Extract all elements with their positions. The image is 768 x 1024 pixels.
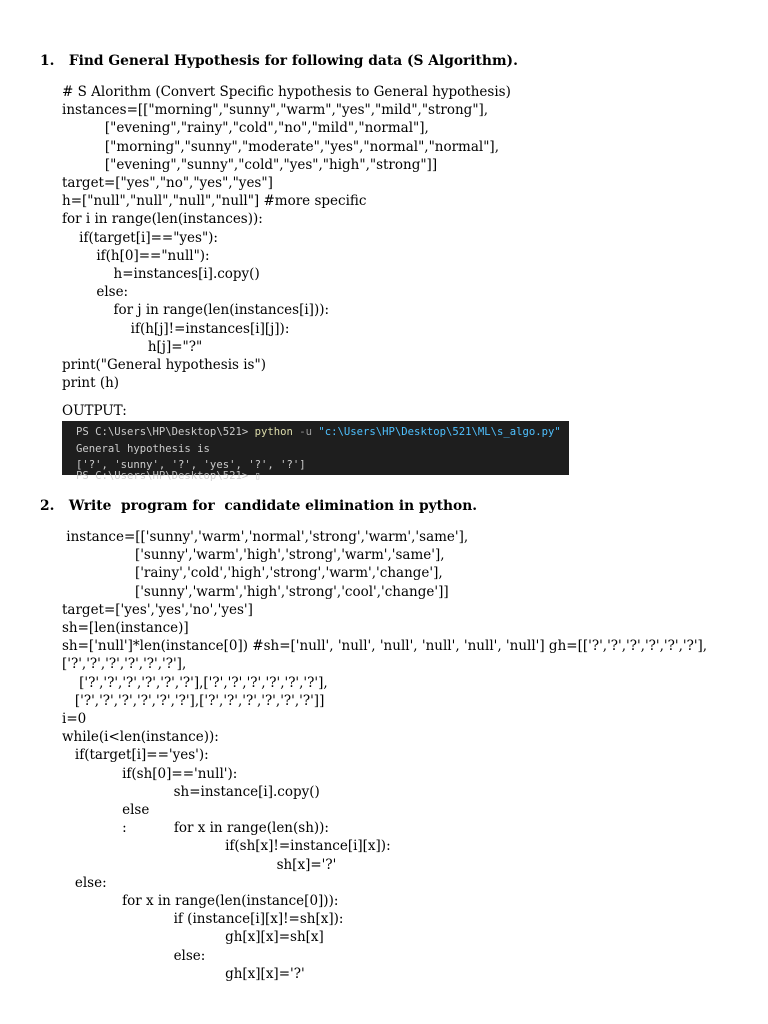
code-line: : for x in range(len(sh)): [62,820,329,837]
code-line: target=["yes","no","yes","yes"] [62,175,273,192]
code-line: while(i<len(instance)): [62,729,219,746]
code-line: i=0 [62,711,87,728]
code-line: h[j]="?" [62,338,203,355]
code-line: h=instances[i].copy() [62,266,260,283]
code-line: ['?','?','?','?','?','?'],['?','?','?','?','?','?'], [62,674,328,691]
code-line: print("General hypothesis is") [62,357,266,374]
terminal-flag: -u [292,426,319,438]
code-line: sh[x]='?' [62,856,337,873]
code-line: gh[x][x]=sh[x] [62,929,324,946]
section-2-heading: 2. Write program for candidate elimination in python. [40,498,478,514]
terminal-command: python [254,426,293,438]
code-line: ["morning","sunny","moderate","yes","normal","normal"], [62,138,499,155]
code-line: if(h[0]=="null"): [62,247,210,264]
code-line: ['?','?','?','?','?','?'],['?','?','?','?','?','?']] [62,692,325,709]
code-line: sh=['null']*len(instance[0]) #sh=['null', 'null', 'null', 'null', 'null', 'null'] gh=[['?','?','?','?','?','?'], [62,638,708,655]
code-line: ['?','?','?','?','?','?'], [62,656,187,673]
code-line: else: [62,284,129,301]
code-line: if(target[i]=="yes"): [62,229,218,246]
code-line: instance=[['sunny','warm','normal','strong','warm','same'], [62,529,469,545]
code-line: for x in range(len(instance[0])): [62,893,339,910]
output-label: OUTPUT: [62,403,127,419]
code-line: if(h[j]!=instances[i][j]): [62,320,290,337]
section-1-heading: 1. Find General Hypothesis for following data (S Algorithm). [40,53,518,69]
code-line: if(target[i]=='yes'): [62,747,209,764]
code-line: # S Alorithm (Convert Specific hypothesis to General hypothesis) [62,84,511,100]
terminal-prompt-cutoff: PS C:\Users\HP\Desktop\521> ▯ [76,469,261,482]
s-algorithm-code-block [62,83,511,392]
code-line: gh[x][x]='?' [62,965,305,982]
code-line: else: [62,947,206,964]
code-line: for i in range(len(instances)): [62,211,263,228]
terminal-output-line: General hypothesis is [76,442,210,455]
code-line: if (instance[i][x]!=sh[x]): [62,911,344,928]
code-line: ['sunny','warm','high','strong','warm','same'], [62,547,445,564]
terminal-command-line [76,424,569,441]
code-line: print (h) [62,375,120,392]
terminal-script-path: "c:\Users\HP\Desktop\521\ML\s_algo.py" [318,426,561,438]
code-line: if(sh[x]!=instance[i][x]): [62,838,391,855]
code-line: ['rainy','cold','high','strong','warm','change'], [62,565,443,582]
code-line: ["evening","rainy","cold","no","mild","normal"], [62,120,429,137]
code-line: h=["null","null","null","null"] #more specific [62,193,367,210]
terminal-prompt: PS C:\Users\HP\Desktop\521> [76,426,255,438]
code-line: else: [62,874,107,891]
terminal-output [62,421,569,482]
code-line: sh=[len(instance)] [62,620,189,637]
code-line: ["evening","sunny","cold","yes","high","strong"]] [62,156,438,173]
code-line: target=['yes','yes','no','yes'] [62,601,253,618]
code-line: if(sh[0]=='null'): [62,765,238,782]
terminal-output-line: ['?', 'sunny', '?', 'yes', '?', '?'] [76,459,306,472]
code-line: else [62,802,150,819]
code-line: ['sunny','warm','high','strong','cool','change']] [62,583,449,600]
code-line: for j in range(len(instances[i])): [62,302,330,319]
candidate-elimination-code-block [62,528,707,983]
code-line: sh=instance[i].copy() [62,783,320,800]
code-line: instances=[["morning","sunny","warm","yes","mild","strong"], [62,102,489,119]
